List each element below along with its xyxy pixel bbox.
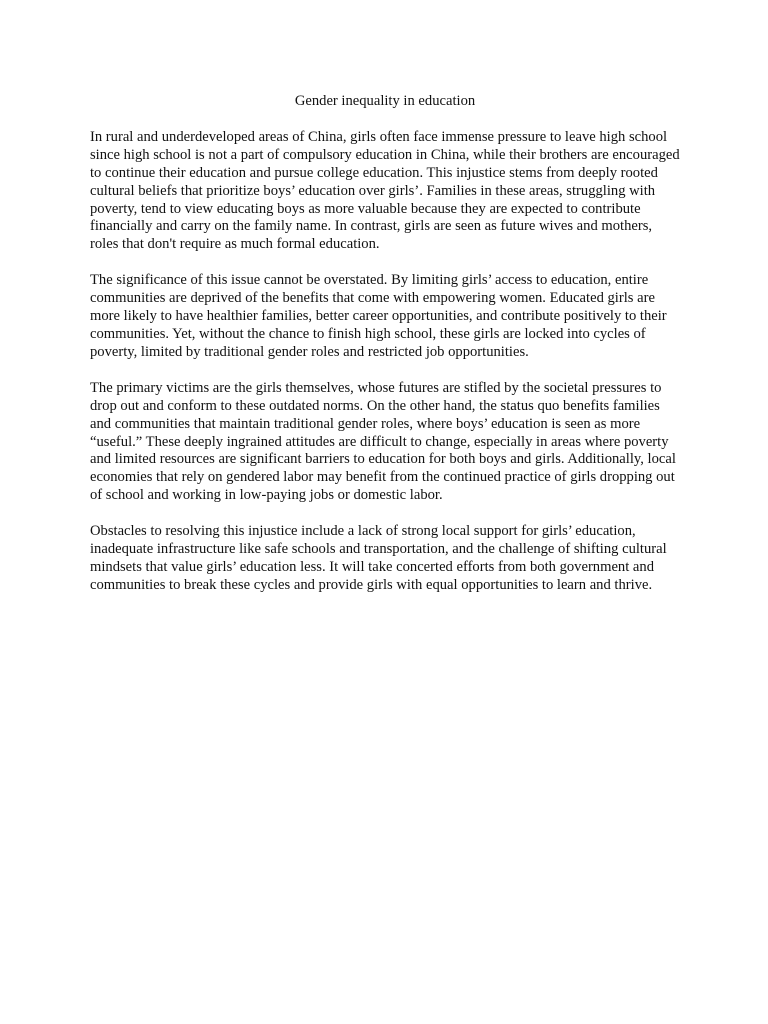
paragraph-3: The primary victims are the girls themselves, whose futures are stifled by the societal pressures to drop out and conform to these outdated norms. On the other hand, the status quo benefits families and communities that maintain traditional gender roles, where boys’ education is seen as more “useful.” These deeply ingrained attitudes are difficult to change, especially in areas where poverty and limited resources are significant barriers to education for both boys and girls. Additionally, local economies that rely on gendered labor may benefit from the continued practice of girls dropping out of school and working in low-paying jobs or domestic labor. [90, 379, 676, 504]
document-body [90, 93, 680, 613]
document-title: Gender inequality in education [294, 93, 476, 109]
paragraph-2: The significance of this issue cannot be overstated. By limiting girls’ access to education, entire communities are deprived of the benefits that come with empowering women. Educated girls are more likely to have healthier families, better career opportunities, and contribute positively to their communities. Yet, without the chance to finish high school, these girls are locked into cycles of poverty, limited by traditional gender roles and restricted job opportunities. [90, 272, 667, 360]
paragraph-4: Obstacles to resolving this injustice include a lack of strong local support for girls’ education, inadequate infrastructure like safe schools and transportation, and the challenge of shifting cultural mindsets that value girls’ education less. It will take concerted efforts from both government and communities to break these cycles and provide girls with equal opportunities to learn and thrive. [90, 523, 667, 593]
paragraph-1: In rural and underdeveloped areas of China, girls often face immense pressure to leave high school since high school is not a part of compulsory education in China, while their brothers are encouraged to continue their education and pursue college education. This injustice stems from deeply rooted cultural beliefs that prioritize boys’ education over girls’. Families in these areas, struggling with poverty, tend to view educating boys as more valuable because they are expected to contribute financially and carry on the family name. In contrast, girls are seen as future wives and mothers, roles that don't require as much formal education. [90, 128, 680, 253]
